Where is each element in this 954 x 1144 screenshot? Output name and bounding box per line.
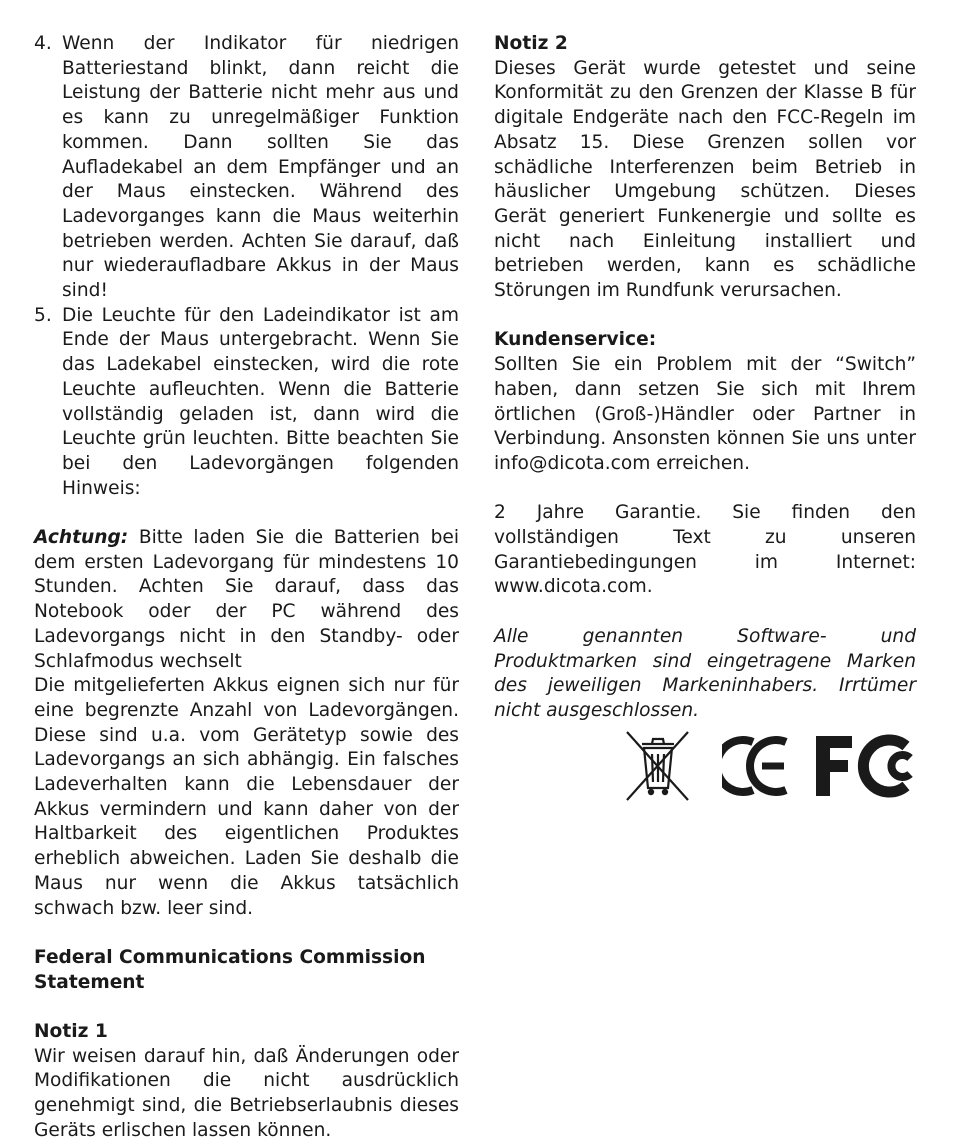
crossed-out-wheelie-bin-icon bbox=[624, 728, 692, 804]
list-item-text: Wenn der Indikator für niedrigen Batteriestand blinkt, dann reicht die Leistung der Batterie nicht mehr aus und es kann zu unregelmäßiger Funktion kommen. Dann sollten Sie das Aufladekabel an dem Empfänger und an der Maus einstecken. Während des Ladevorganges kann die Maus weiterhin betrieben werden. Achten Sie darauf, daß nur wiederaufladbare Akkus in der Maus sind! bbox=[62, 33, 459, 302]
service-heading: Kundenservice: bbox=[494, 329, 657, 351]
attention-paragraph bbox=[34, 526, 459, 674]
left-column bbox=[34, 32, 459, 1144]
attention-text: Bitte laden Sie die Batterien bei dem ersten Ladevorgang für mindestens 10 Stunden. Achten Sie darauf, dass das Notebook oder der PC während des Ladevorgangs nicht in den Standby- oder Schlafmodus wechselt bbox=[34, 527, 459, 672]
list-item-4 bbox=[34, 32, 459, 304]
battery-paragraph: Die mitgelieferten Akkus eignen sich nur für eine begrenzte Anzahl von Ladevorgängen. Diese sind u.a. vom Gerätetyp sowie des Ladevorgangs an sich abhängig. Ein falsches Ladeverhalten kann die Lebensdauer der Akkus vermindern und kann daher von der Haltbarkeit des eigentlichen Produktes erheblich abweichen. Laden Sie deshalb die Maus nur wenn die Akkus tatsächlich schwach bzw. leer sind. bbox=[34, 675, 459, 919]
note2-paragraph: Dieses Gerät wurde getestet und seine Konformität zu den Grenzen der Klasse B für digitale Endgeräte nach den FCC-Regeln im Absatz 15. Diese Grenzen sollen vor schädliche Interferenzen beim Betrieb in häuslicher Umgebung schützen. Dieses Gerät generiert Funkenergie und sollte es nicht nach Einleitung installiert und betrieben werden, kann es schädliche Störungen im Rundfunk verursachen. bbox=[494, 57, 916, 302]
certification-logos bbox=[624, 728, 919, 806]
fcc-heading bbox=[34, 946, 459, 995]
note2-heading: Notiz 2 bbox=[494, 33, 568, 54]
note1-paragraph: Wir weisen darauf hin, daß Änderungen oder Modifikationen die nicht ausdrücklich genehmigt sind, die Betriebserlaubnis dieses Geräts erlischen lassen können. bbox=[34, 1045, 459, 1141]
warranty-paragraph: 2 Jahre Garantie. Sie finden den vollständigen Text zu unseren Garantiebedingungen im Internet: www.dicota.com. bbox=[494, 502, 916, 598]
list-item-text: Die Leuchte für den Ladeindikator ist am Ende der Maus untergebracht. Wenn Sie das Ladekabel einstecken, wird die rote Leuchte aufleuchten. Wenn die Batterie vollständig geladen ist, dann wird die Leuchte grün leuchten. Bitte beachten Sie bei den Ladevorgängen folgenden Hinweis: bbox=[62, 304, 459, 499]
trademark-paragraph: Alle genannten Software- und Produktmarken sind eingetragene Marken des jeweiligen Markeninhabers. Irrtümer nicht ausgeschlossen. bbox=[494, 625, 916, 721]
list-item-5 bbox=[34, 304, 459, 502]
service-paragraph: Sollten Sie ein Problem mit der “Switch” haben, dann setzen Sie sich mit Ihrem örtlichen (Groß-)Händler oder Partner in Verbindung. Ansonsten können Sie uns unter info@dicota.com erreichen. bbox=[494, 354, 916, 474]
list-number: 4. bbox=[34, 33, 52, 54]
fcc-heading-line1: Federal Communications Commission bbox=[34, 946, 426, 968]
right-column bbox=[494, 32, 916, 724]
fcc-logo-icon bbox=[814, 732, 918, 800]
fcc-heading-line2: Statement bbox=[34, 971, 145, 993]
list-number: 5. bbox=[34, 304, 52, 326]
note1-heading: Notiz 1 bbox=[34, 1021, 108, 1043]
attention-label: Achtung: bbox=[34, 527, 129, 549]
ce-mark-icon bbox=[722, 734, 790, 798]
